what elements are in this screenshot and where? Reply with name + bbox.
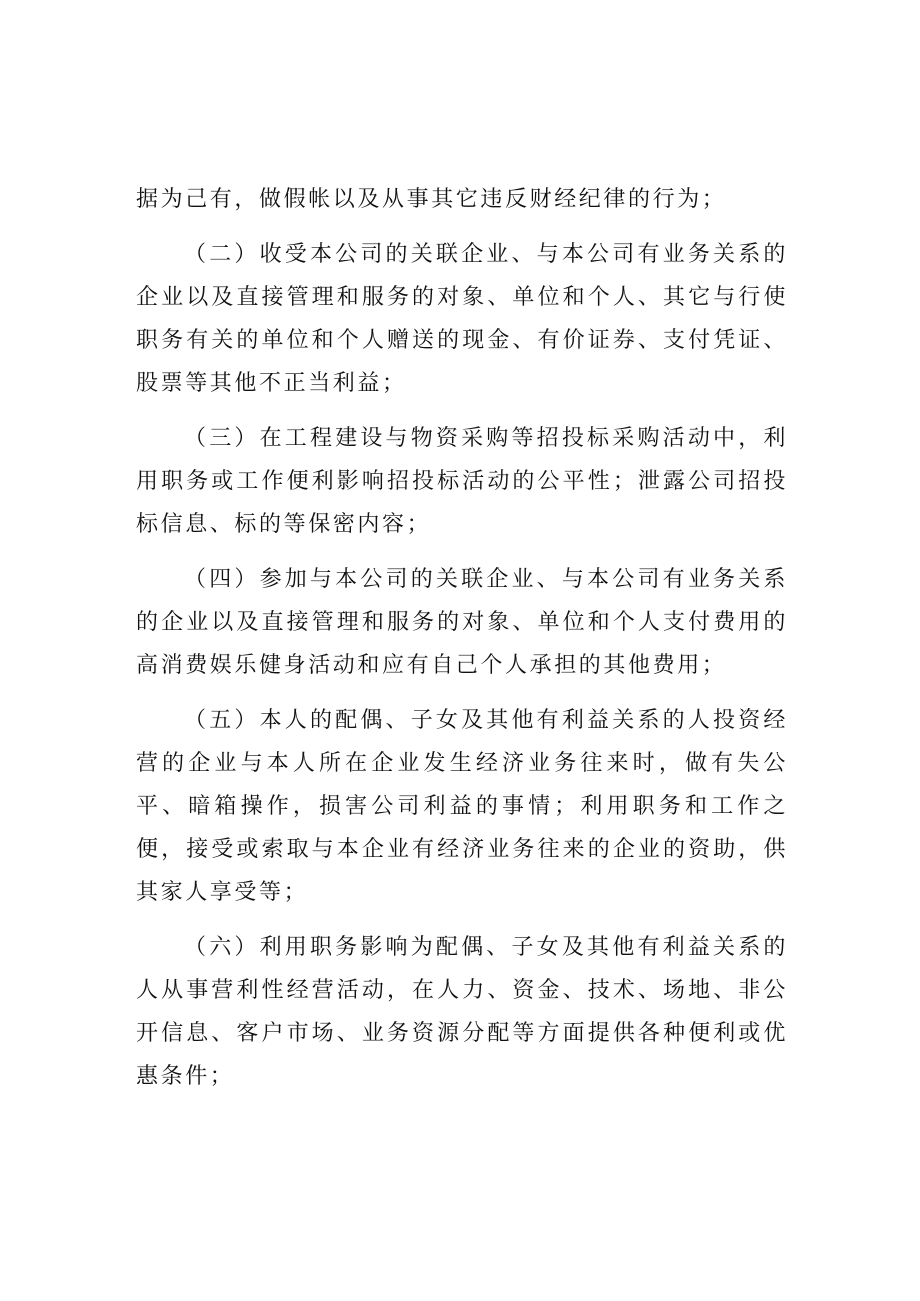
paragraph-continuation: 据为己有，做假帐以及从事其它违反财经纪律的行为； [136, 187, 727, 212]
document-body [136, 178, 788, 1110]
paragraph-item-3: （三）在工程建设与物资采购等招投标采购活动中，利用职务或工作便利影响招投标活动的公平性；泄露公司招投标信息、标的等保密内容； [136, 426, 788, 537]
paragraph-item-2: （二）收受本公司的关联企业、与本公司有业务关系的企业以及直接管理和服务的对象、单位和个人、其它与行使职务有关的单位和个人赠送的现金、有价证券、支付凭证、股票等其他不正当利益； [136, 242, 788, 396]
paragraph-item-4: （四）参加与本公司的关联企业、与本公司有业务关系的企业以及直接管理和服务的对象、单位和个人支付费用的高消费娱乐健身活动和应有自己个人承担的其他费用； [136, 567, 788, 678]
paragraph-item-6: （六）利用职务影响为配偶、子女及其他有利益关系的人从事营利性经营活动，在人力、资金、技术、场地、非公开信息、客户市场、业务资源分配等方面提供各种便利或优惠条件； [136, 935, 788, 1089]
paragraph-item-5: （五）本人的配偶、子女及其他有利益关系的人投资经营的企业与本人所在企业发生经济业务往来时，做有失公平、暗箱操作，损害公司利益的事情；利用职务和工作之便，接受或索取与本企业有经济业务往来的企业的资助，供其家人享受等； [136, 708, 788, 905]
